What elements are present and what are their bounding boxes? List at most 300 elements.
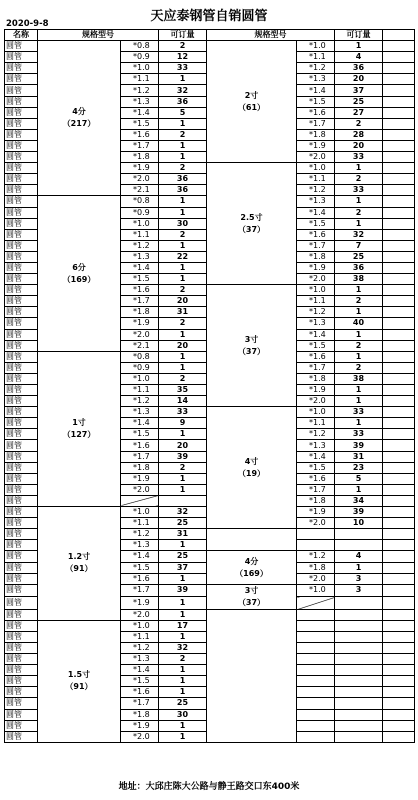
qty-value-right: 27 — [335, 107, 383, 118]
header-name: 名称 — [5, 30, 38, 41]
qty-value: 25 — [159, 518, 207, 529]
empty-qty-cell-right — [335, 597, 383, 610]
blank-cell — [383, 373, 415, 384]
pipe-name: 圆管 — [5, 562, 38, 573]
pipe-name: 圆管 — [5, 329, 38, 340]
qty-value: 9 — [159, 418, 207, 429]
spec-value: *1.3 — [121, 96, 159, 107]
qty-value-right: 4 — [335, 551, 383, 562]
size-group-label: 2寸 — [244, 90, 259, 100]
spec-value: *1.1 — [121, 385, 159, 396]
qty-value-right: 33 — [335, 429, 383, 440]
qty-value-right: 1 — [335, 307, 383, 318]
qty-value: 1 — [159, 540, 207, 551]
spec-value-right: *1.7 — [297, 118, 335, 129]
pipe-name: 圆管 — [5, 229, 38, 240]
empty-group-cell — [207, 529, 297, 551]
pipe-name: 圆管 — [5, 573, 38, 584]
blank-cell — [383, 584, 415, 597]
pipe-name: 圆管 — [5, 262, 38, 273]
spec-value-right: *1.3 — [297, 74, 335, 85]
table-row — [5, 41, 415, 52]
qty-value: 14 — [159, 396, 207, 407]
header-spec: 规格型号 — [38, 30, 159, 41]
qty-value: 1 — [159, 74, 207, 85]
size-group-label: 3寸 — [244, 334, 259, 344]
spec-value-right: *1.6 — [297, 229, 335, 240]
spec-value: *1.9 — [121, 163, 159, 174]
blank-cell — [383, 573, 415, 584]
size-group-cell-right — [207, 163, 297, 285]
blank-cell — [383, 318, 415, 329]
blank-cell — [383, 185, 415, 196]
qty-value-right: 39 — [335, 507, 383, 518]
qty-value: 37 — [159, 562, 207, 573]
size-group-total: （61） — [237, 102, 266, 112]
spec-value: *1.6 — [121, 285, 159, 296]
size-group-total: （37） — [237, 597, 266, 607]
qty-value: 1 — [159, 118, 207, 129]
size-group-cell — [38, 41, 121, 196]
size-group-label: 4分 — [244, 556, 259, 566]
empty-qty-cell-right — [335, 609, 383, 620]
pipe-name: 圆管 — [5, 285, 38, 296]
qty-value: 1 — [159, 473, 207, 484]
spec-value: *1.2 — [121, 240, 159, 251]
spec-value: *1.6 — [121, 687, 159, 698]
size-group-label: 6分 — [72, 262, 86, 272]
blank-cell — [383, 495, 415, 506]
qty-value-right: 1 — [335, 562, 383, 573]
empty-spec-cell-right — [297, 698, 335, 709]
spec-value: *2.1 — [121, 340, 159, 351]
blank-cell — [383, 207, 415, 218]
blank-cell — [383, 687, 415, 698]
spec-value: *1.5 — [121, 429, 159, 440]
pipe-name: 圆管 — [5, 63, 38, 74]
spec-value: *1.0 — [121, 507, 159, 518]
spec-value: *1.0 — [121, 63, 159, 74]
empty-spec-cell-right — [297, 631, 335, 642]
qty-value-right: 33 — [335, 152, 383, 163]
pipe-name: 圆管 — [5, 620, 38, 631]
header-qty: 可订量 — [159, 30, 207, 41]
pipe-name: 圆管 — [5, 196, 38, 207]
pipe-name: 圆管 — [5, 720, 38, 731]
qty-value: 32 — [159, 85, 207, 96]
page-title: 天应泰钢管自销圆管 — [150, 9, 268, 24]
spec-value: *1.7 — [121, 296, 159, 307]
qty-value-right: 25 — [335, 251, 383, 262]
qty-value: 2 — [159, 229, 207, 240]
spec-value: *1.5 — [121, 118, 159, 129]
empty-qty-cell-right — [335, 687, 383, 698]
qty-value: 36 — [159, 185, 207, 196]
qty-value-right: 3 — [335, 584, 383, 597]
spec-value-right: *1.3 — [297, 318, 335, 329]
blank-cell — [383, 129, 415, 140]
pipe-name: 圆管 — [5, 41, 38, 52]
size-group-total: （19） — [237, 468, 266, 478]
empty-group-cell — [207, 609, 297, 742]
pipe-name: 圆管 — [5, 473, 38, 484]
qty-value-right: 5 — [335, 473, 383, 484]
spec-value-right: *1.9 — [297, 385, 335, 396]
empty-spec-cell-right — [297, 720, 335, 731]
spec-value: *0.8 — [121, 196, 159, 207]
pipe-name: 圆管 — [5, 140, 38, 151]
blank-cell — [383, 41, 415, 52]
qty-value: 1 — [159, 262, 207, 273]
pipe-name: 圆管 — [5, 731, 38, 742]
pipe-name: 圆管 — [5, 174, 38, 185]
spec-value-right: *2.0 — [297, 396, 335, 407]
qty-value: 1 — [159, 597, 207, 610]
qty-value: 2 — [159, 654, 207, 665]
pipe-name: 圆管 — [5, 518, 38, 529]
empty-qty-cell-right — [335, 720, 383, 731]
spec-value-right: *1.1 — [297, 52, 335, 63]
spec-value: *2.0 — [121, 174, 159, 185]
qty-value-right: 10 — [335, 518, 383, 529]
qty-value: 2 — [159, 41, 207, 52]
empty-qty-cell-right — [335, 665, 383, 676]
spec-value-right: *1.1 — [297, 418, 335, 429]
qty-value: 5 — [159, 107, 207, 118]
qty-value: 32 — [159, 642, 207, 653]
qty-value: 1 — [159, 207, 207, 218]
spec-value-right: *1.1 — [297, 174, 335, 185]
spec-value-right: *2.0 — [297, 152, 335, 163]
spec-value-right: *1.0 — [297, 584, 335, 597]
pipe-name: 圆管 — [5, 74, 38, 85]
spec-value: *1.7 — [121, 140, 159, 151]
qty-value-right: 38 — [335, 373, 383, 384]
size-group-cell — [38, 351, 121, 506]
pipe-name: 圆管 — [5, 440, 38, 451]
spec-value: *1.8 — [121, 152, 159, 163]
pipe-name: 圆管 — [5, 340, 38, 351]
size-group-label: 2.5寸 — [240, 212, 263, 222]
blank-cell — [383, 620, 415, 631]
qty-value: 25 — [159, 698, 207, 709]
size-group-cell-right — [207, 584, 297, 609]
spec-value: *1.1 — [121, 74, 159, 85]
blank-cell — [383, 597, 415, 610]
qty-value-right: 33 — [335, 407, 383, 418]
size-group-total: （91） — [65, 564, 93, 574]
spec-value: *1.1 — [121, 518, 159, 529]
spec-value-right: *1.8 — [297, 129, 335, 140]
empty-qty-cell-right — [335, 631, 383, 642]
qty-value-right: 1 — [335, 196, 383, 207]
spec-value-right: *1.8 — [297, 562, 335, 573]
size-group-total: （169） — [62, 274, 96, 284]
empty-spec-cell-right — [297, 609, 335, 620]
pipe-name: 圆管 — [5, 163, 38, 174]
spec-value: *1.4 — [121, 665, 159, 676]
blank-cell — [383, 731, 415, 742]
blank-cell — [383, 631, 415, 642]
blank-cell — [383, 329, 415, 340]
qty-value: 1 — [159, 196, 207, 207]
qty-value-right: 31 — [335, 451, 383, 462]
pipe-name: 圆管 — [5, 207, 38, 218]
qty-value-right: 20 — [335, 140, 383, 151]
spec-value: *1.5 — [121, 676, 159, 687]
pipe-name: 圆管 — [5, 318, 38, 329]
qty-value: 2 — [159, 163, 207, 174]
spec-value: *1.3 — [121, 654, 159, 665]
spec-value-right: *1.2 — [297, 63, 335, 74]
blank-cell — [383, 529, 415, 540]
blank-cell — [383, 407, 415, 418]
pipe-name: 圆管 — [5, 307, 38, 318]
size-group-cell-right — [207, 41, 297, 163]
blank-cell — [383, 518, 415, 529]
qty-value: 1 — [159, 484, 207, 495]
spec-value: *1.4 — [121, 551, 159, 562]
blank-cell — [383, 52, 415, 63]
qty-value: 1 — [159, 631, 207, 642]
blank-cell — [383, 262, 415, 273]
pipe-name: 圆管 — [5, 484, 38, 495]
spec-value: *0.8 — [121, 351, 159, 362]
spec-value-right: *1.5 — [297, 462, 335, 473]
pipe-name: 圆管 — [5, 418, 38, 429]
spec-value: *1.2 — [121, 529, 159, 540]
qty-value-right: 2 — [335, 296, 383, 307]
blank-cell — [383, 396, 415, 407]
size-group-label: 3寸 — [244, 585, 259, 595]
qty-value-right: 7 — [335, 240, 383, 251]
spec-value-right: *2.0 — [297, 573, 335, 584]
pipe-name: 圆管 — [5, 52, 38, 63]
spec-value: *1.1 — [121, 229, 159, 240]
size-group-label: 1.5寸 — [67, 670, 91, 680]
pipe-name: 圆管 — [5, 551, 38, 562]
blank-cell — [383, 562, 415, 573]
blank-cell — [383, 451, 415, 462]
qty-value: 2 — [159, 462, 207, 473]
blank-cell — [383, 96, 415, 107]
pipe-name: 圆管 — [5, 631, 38, 642]
header-blank — [383, 30, 415, 41]
blank-cell — [383, 140, 415, 151]
qty-value-right: 1 — [335, 418, 383, 429]
spec-value-right: *1.8 — [297, 251, 335, 262]
spec-value: *1.4 — [121, 418, 159, 429]
pipe-name: 圆管 — [5, 709, 38, 720]
spec-value: *1.9 — [121, 318, 159, 329]
spec-value-right: *2.0 — [297, 274, 335, 285]
size-group-label: 4分 — [72, 107, 86, 117]
empty-qty-cell-right — [335, 698, 383, 709]
spec-value-right: *1.6 — [297, 107, 335, 118]
spec-value: *1.9 — [121, 720, 159, 731]
pipe-name: 圆管 — [5, 296, 38, 307]
blank-cell — [383, 709, 415, 720]
blank-cell — [383, 251, 415, 262]
blank-cell — [383, 540, 415, 551]
size-group-total: （37） — [237, 224, 266, 234]
spec-value-right: *1.8 — [297, 495, 335, 506]
spec-value: *1.0 — [121, 620, 159, 631]
empty-qty-cell-right — [335, 676, 383, 687]
blank-cell — [383, 196, 415, 207]
spec-value: *0.9 — [121, 362, 159, 373]
qty-value: 36 — [159, 174, 207, 185]
pipe-name: 圆管 — [5, 495, 38, 506]
size-group-total: （217） — [62, 119, 96, 129]
size-group-cell-right — [207, 551, 297, 584]
spec-value: *2.0 — [121, 484, 159, 495]
empty-spec-cell-right — [297, 731, 335, 742]
blank-cell — [383, 351, 415, 362]
pipe-name: 圆管 — [5, 654, 38, 665]
qty-value: 1 — [159, 731, 207, 742]
blank-cell — [383, 307, 415, 318]
qty-value: 1 — [159, 362, 207, 373]
blank-cell — [383, 63, 415, 74]
blank-cell — [383, 720, 415, 731]
qty-value: 30 — [159, 709, 207, 720]
qty-value-right: 34 — [335, 495, 383, 506]
empty-qty-cell-right — [335, 540, 383, 551]
spec-value: *1.0 — [121, 218, 159, 229]
qty-value: 35 — [159, 385, 207, 396]
blank-cell — [383, 473, 415, 484]
spec-value-right: *1.8 — [297, 373, 335, 384]
pipe-name: 圆管 — [5, 429, 38, 440]
spec-value-right: *1.0 — [297, 163, 335, 174]
spec-value: *1.7 — [121, 584, 159, 597]
qty-value-right: 28 — [335, 129, 383, 140]
pipe-name: 圆管 — [5, 462, 38, 473]
spec-value: *0.8 — [121, 41, 159, 52]
spec-value: *1.8 — [121, 307, 159, 318]
spec-value: *1.3 — [121, 251, 159, 262]
pipe-name: 圆管 — [5, 185, 38, 196]
empty-qty-cell-right — [335, 654, 383, 665]
qty-value: 20 — [159, 440, 207, 451]
spec-value: *1.3 — [121, 407, 159, 418]
qty-value: 1 — [159, 573, 207, 584]
blank-cell — [383, 385, 415, 396]
header-qty-right: 可订量 — [335, 30, 383, 41]
empty-spec-cell-right — [297, 642, 335, 653]
qty-value: 2 — [159, 129, 207, 140]
pipe-name: 圆管 — [5, 597, 38, 610]
spec-value: *0.9 — [121, 52, 159, 63]
qty-value: 1 — [159, 609, 207, 620]
spec-value: *1.7 — [121, 451, 159, 462]
spec-value: *1.2 — [121, 396, 159, 407]
pipe-name: 圆管 — [5, 407, 38, 418]
pipe-name: 圆管 — [5, 665, 38, 676]
spec-value-right: *1.9 — [297, 140, 335, 151]
spec-value: *1.1 — [121, 631, 159, 642]
blank-cell — [383, 484, 415, 495]
blank-cell — [383, 240, 415, 251]
qty-value: 25 — [159, 551, 207, 562]
qty-value-right: 1 — [335, 41, 383, 52]
spec-value: *1.8 — [121, 709, 159, 720]
qty-value-right: 33 — [335, 185, 383, 196]
pipe-name: 圆管 — [5, 351, 38, 362]
pipe-name: 圆管 — [5, 642, 38, 653]
address-footer: 地址：大邱庄陈大公路与静王路交口东400米 — [118, 782, 300, 792]
spec-value-right: *1.0 — [297, 285, 335, 296]
spec-value: *1.6 — [121, 440, 159, 451]
spec-value-right: *2.0 — [297, 518, 335, 529]
size-group-cell — [38, 507, 121, 621]
spec-value-right: *1.4 — [297, 451, 335, 462]
blank-cell — [383, 698, 415, 709]
qty-value-right: 2 — [335, 118, 383, 129]
empty-spec-cell-right — [297, 620, 335, 631]
qty-value: 1 — [159, 687, 207, 698]
size-group-label: 1.2寸 — [67, 552, 91, 562]
qty-value: 39 — [159, 584, 207, 597]
pipe-name: 圆管 — [5, 529, 38, 540]
empty-spec-cell-right — [297, 529, 335, 540]
qty-value-right: 3 — [335, 573, 383, 584]
pipe-name: 圆管 — [5, 698, 38, 709]
qty-value-right: 36 — [335, 63, 383, 74]
pipe-name: 圆管 — [5, 274, 38, 285]
blank-cell — [383, 296, 415, 307]
pipe-name: 圆管 — [5, 584, 38, 597]
qty-value-right: 1 — [335, 163, 383, 174]
blank-cell — [383, 676, 415, 687]
qty-value: 1 — [159, 676, 207, 687]
qty-value: 2 — [159, 373, 207, 384]
blank-cell — [383, 163, 415, 174]
blank-cell — [383, 418, 415, 429]
spec-value-right: *1.4 — [297, 207, 335, 218]
qty-value-right: 1 — [335, 218, 383, 229]
pipe-name: 圆管 — [5, 362, 38, 373]
spec-value-right: *1.3 — [297, 196, 335, 207]
spec-value-right: *1.2 — [297, 185, 335, 196]
size-group-total: （127） — [62, 429, 96, 439]
size-group-total: （169） — [235, 568, 268, 578]
empty-spec-cell-right — [297, 709, 335, 720]
blank-cell — [383, 285, 415, 296]
spec-value: *2.0 — [121, 731, 159, 742]
blank-cell — [383, 107, 415, 118]
blank-cell — [383, 218, 415, 229]
pipe-name: 圆管 — [5, 451, 38, 462]
header-spec-right: 规格型号 — [207, 30, 335, 41]
spec-value: *1.5 — [121, 562, 159, 573]
pipe-name: 圆管 — [5, 152, 38, 163]
qty-value-right: 2 — [335, 362, 383, 373]
empty-spec-cell-right — [297, 654, 335, 665]
blank-cell — [383, 118, 415, 129]
pipe-name: 圆管 — [5, 85, 38, 96]
pipe-name: 圆管 — [5, 676, 38, 687]
size-group-cell-right — [207, 285, 297, 407]
spec-value: *1.2 — [121, 85, 159, 96]
blank-cell — [383, 429, 415, 440]
qty-value: 1 — [159, 274, 207, 285]
empty-spec-cell-right — [297, 676, 335, 687]
spec-value-right: *1.2 — [297, 551, 335, 562]
qty-value-right: 20 — [335, 74, 383, 85]
size-group-label: 4寸 — [244, 456, 259, 466]
